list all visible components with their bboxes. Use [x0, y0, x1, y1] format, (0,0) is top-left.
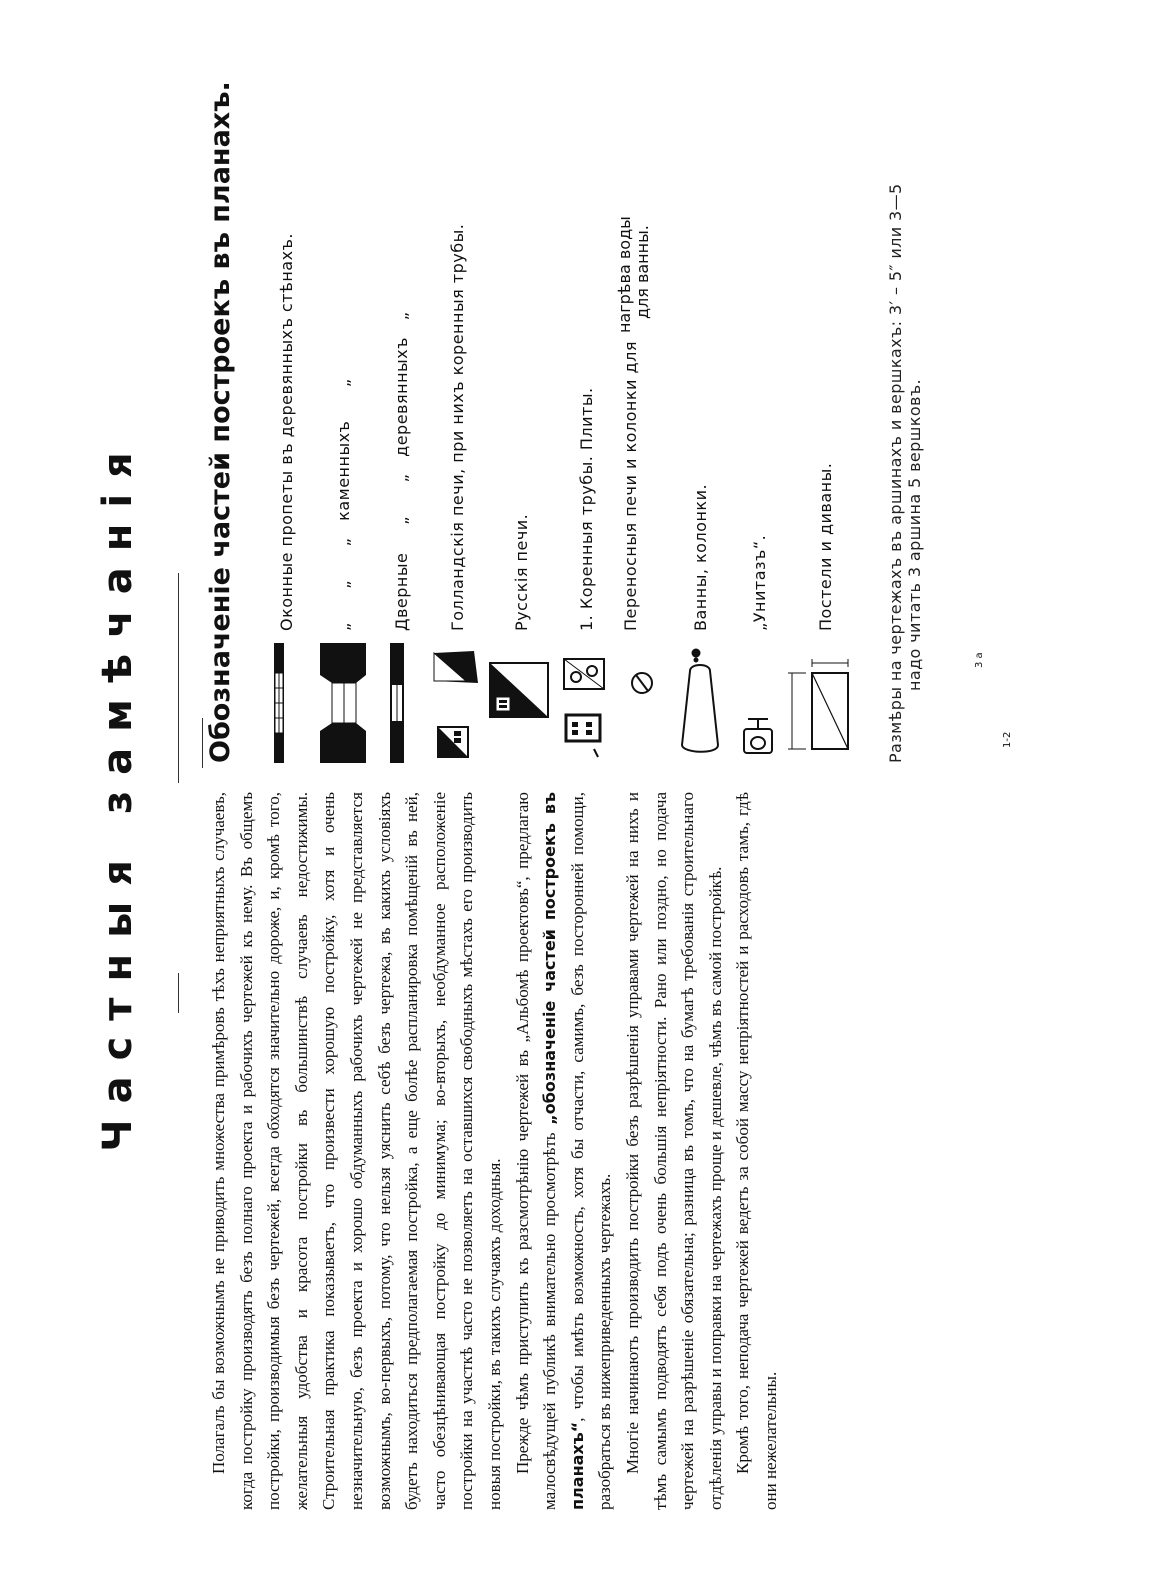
- legend-label: Голландскія печи, при нихъ коренныя трубы.: [447, 223, 467, 631]
- body-text: [205, 792, 784, 1510]
- legend-label: 1. Коренныя трубы. Плиты.: [576, 387, 596, 631]
- window-stone-wall-icon: [312, 631, 374, 763]
- dim-large-label: 3 а: [974, 652, 985, 668]
- title-rule-left: [178, 973, 179, 1013]
- legend-label-line2: нагрѣва воды: [615, 216, 634, 334]
- portable-stove-icon: [616, 631, 668, 763]
- russian-stove-icon: [486, 631, 556, 763]
- legend-label-line3: для ванны.: [633, 225, 652, 320]
- legend-item: [374, 63, 428, 763]
- footer-line-1: Размѣры на чертежахъ въ аршинахъ и вершкахъ: 3′ – 5″ или 3—5: [886, 183, 905, 763]
- legend-heading: Обозначеніе частей построекъ въ планахъ.: [205, 81, 236, 763]
- legend-item: [428, 63, 486, 763]
- column-rule: [202, 718, 203, 768]
- bathtub-icon: [668, 631, 732, 763]
- paragraph-2-emphasis: „обозначеніе частей построекъ въ планахъ“: [540, 792, 587, 1510]
- legend-label: „Унитазъ“.: [749, 534, 769, 631]
- page-title: Частныя замѣчанія: [95, 436, 141, 1152]
- title-rule-center: [178, 573, 179, 783]
- paragraph-3: Многіе начинаютъ производить постройки безъ разрѣшенія управами чертежей на нихъ и тѣмъ самымъ подводятъ себя подъ очень большія непріятности. Рано или поздно, но подача чертежей на разрѣшеніе обязательна; разница въ томъ, что на бумагѣ требованія строительнаго отдѣленія управы и поправки на чертежахъ проще и дешевле, чѣмъ въ самой постройкѣ.: [622, 792, 725, 1510]
- legend-column: [205, 63, 924, 763]
- window-wood-wall-icon: [260, 631, 312, 763]
- paragraph-1: Полагалъ бы возможнымъ не приводить множества примѣровъ тѣхъ неприятныхъ случаевъ, когда постройку производятъ безъ полнаго проекта и рабочихъ чертежей къ нему. Въ общемъ постройки, производимыя безъ чертежей, всегда обходятся значительно дороже, и, кромѣ того, желательныя удобства и красота постройки въ большинствѣ случаевъ недостижимы. Строительная практика показываетъ, что произвести хорошую постройку, хотя и очень незначительную, безъ проекта и хорошо обдуманныхъ рабочихъ чертежей не представляется возможнымъ, во-первыхъ, потому, что нельзя уяснить себѣ безъ чертежа, въ какихъ условіяхъ будетъ находиться предполагаемая постройка, а еще болѣе распланировка помѣщеній въ ней, часто обезцѣнивающая постройку до минимума; во-вторыхъ, необдуманное расположеніе постройки на участкѣ часто не позволяетъ на оставшихся свободныхъ мѣстахъ его производить новыя постройки, въ такихъ случаяхъ доходныя.: [209, 792, 504, 1510]
- legend-item: [786, 63, 864, 763]
- legend-label: Оконные пропеты въ деревянныхъ стѣнахъ.: [276, 233, 296, 631]
- legend-item: [616, 63, 668, 763]
- legend-label-extra: [616, 216, 652, 341]
- footer-note: [886, 63, 924, 763]
- chimney-and-range-icon: [556, 631, 616, 763]
- toilet-icon: [732, 631, 786, 763]
- dutch-stove-icon: [428, 631, 486, 763]
- footer-line-2: надо читать 3 аршина 5 вершковъ.: [905, 378, 924, 691]
- paragraph-2-start: Прежде чѣмъ приступить къ разсмотрѣнію чертежей въ „Альбомѣ проектовъ“, предлагаю малосвѣдущей публикѣ внимательно просмотрѣть: [512, 792, 560, 1510]
- legend-label: „ „ „ каменныхъ „: [333, 378, 353, 631]
- legend-label: Дверные „ „ деревянныхъ „: [391, 311, 411, 631]
- legend-label: Русскія печи.: [511, 513, 531, 631]
- bed-icon: [786, 631, 864, 763]
- legend-item: [668, 63, 732, 763]
- legend-item: [556, 63, 616, 763]
- paragraph-2: [509, 792, 619, 1510]
- legend-item: [260, 63, 312, 763]
- dim-small-label: 1-2: [1002, 731, 1013, 748]
- legend-label: Ванны, колонки.: [690, 483, 710, 631]
- door-wood-wall-icon: [374, 631, 428, 763]
- legend-list: [260, 63, 864, 763]
- legend-item: [312, 63, 374, 763]
- legend-label: Постели и диваны.: [815, 462, 835, 631]
- legend-item: [732, 63, 786, 763]
- legend-label: Переносныя печи и колонки для: [621, 341, 640, 631]
- paragraph-4: Кромѣ того, неподача чертежей ведетъ за собой массу непріятностей и расходовъ тамъ, гдѣ они нежелательны.: [733, 792, 780, 1510]
- paragraph-2-end: , чтобы имѣть возможность, хотя бы отчасти, самимъ, безъ посторонней помощи, разобраться въ нижеприведенныхъ чертежахъ.: [567, 792, 615, 1510]
- legend-item: [486, 63, 556, 763]
